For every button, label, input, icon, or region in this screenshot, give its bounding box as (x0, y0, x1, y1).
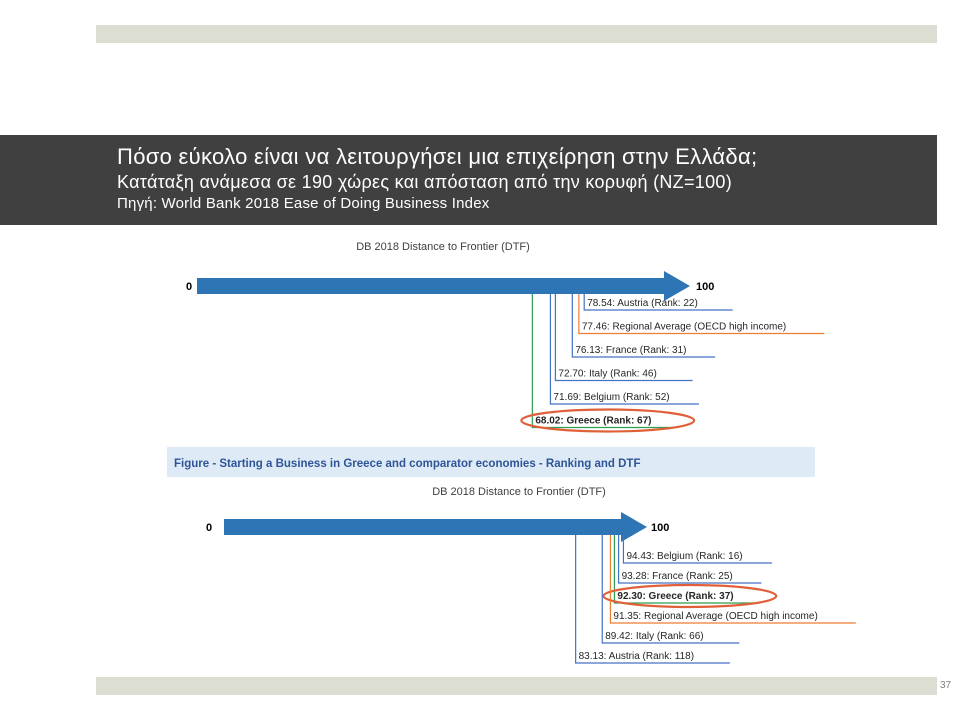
chart2-label-france: 93.28: France (Rank: 25) (621, 571, 733, 582)
chart2-axis-end-label: 100 (651, 522, 670, 534)
chart2-label-regional-average: 91.35: Regional Average (OECD high income) (613, 611, 818, 622)
figure-caption: Figure - Starting a Business in Greece and comparator economies - Ranking and DTF (174, 458, 641, 470)
chart2-label-belgium: 94.43: Belgium (Rank: 16) (626, 551, 743, 562)
chart1-label-italy: 72.70: Italy (Rank: 46) (558, 368, 657, 380)
chart1-title: DB 2018 Distance to Frontier (DTF) (356, 241, 530, 253)
chart1-label-belgium: 71.69: Belgium (Rank: 52) (553, 392, 670, 403)
chart1-label-france: 76.13: France (Rank: 31) (575, 345, 687, 356)
chart1-dtf-arrow (197, 271, 690, 301)
chart1-axis-end-label: 100 (696, 281, 715, 293)
chart2-axis-start-label: 0 (206, 522, 213, 534)
chart2-label-austria: 83.13: Austria (Rank: 118) (578, 651, 695, 662)
chart1-marker-greece (532, 294, 675, 428)
page-number: 37 (940, 680, 952, 691)
slide-subtitle: Κατάταξη ανάμεσα σε 190 χώρες και απόσταση από την κορυφή (NZ=100) (117, 172, 732, 192)
chart1-label-regional-average: 77.46: Regional Average (OECD high income) (581, 321, 787, 333)
chart1-axis-start-label: 0 (186, 281, 193, 293)
chart1-label-austria: 78.54: Austria (Rank: 22) (587, 298, 698, 309)
chart1-label-greece: 68.02: Greece (Rank: 67) (535, 415, 652, 427)
chart2-label-italy: 89.42: Italy (Rank: 66) (605, 631, 704, 642)
slide-source: Πηγή: World Bank 2018 Ease of Doing Business Index (117, 195, 490, 212)
chart2-label-greece: 92.30: Greece (Rank: 37) (617, 591, 734, 602)
slide-title: Πόσο εύκολο είναι να λειτουργήσει μια επιχείρηση στην Ελλάδα; (117, 144, 758, 169)
chart2-title: DB 2018 Distance to Frontier (DTF) (432, 486, 606, 498)
bottom-decoration-bar (96, 677, 937, 695)
chart2-dtf-arrow (224, 512, 647, 542)
